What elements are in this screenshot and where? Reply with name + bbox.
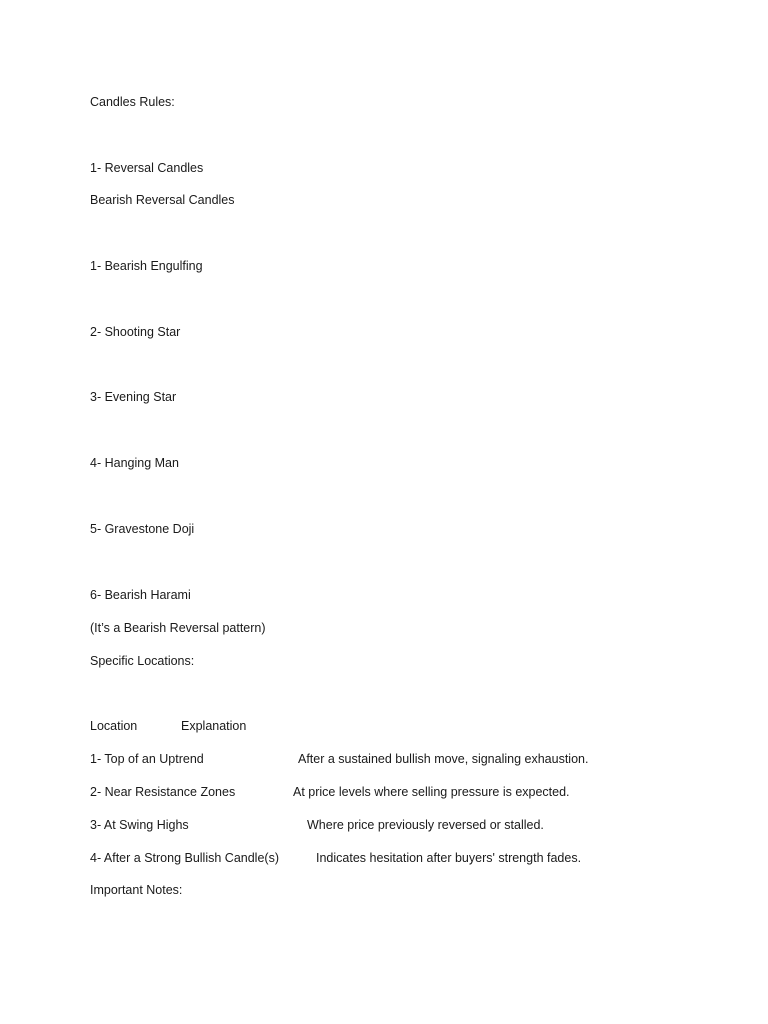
location-cell: 2- Near Resistance Zones	[90, 785, 236, 799]
location-cell: 3- At Swing Highs	[90, 818, 189, 832]
explanation-cell: At price levels where selling pressure is expected.	[293, 785, 570, 799]
pattern-item: 2- Shooting Star	[90, 325, 181, 339]
section-heading: 1- Reversal Candles	[90, 161, 204, 175]
pattern-item: 3- Evening Star	[90, 390, 177, 404]
pattern-item: 5- Gravestone Doji	[90, 522, 195, 536]
explanation-cell: After a sustained bullish move, signaling exhaustion.	[298, 752, 589, 766]
table-header-location: Location	[90, 719, 138, 733]
subsection-heading: Bearish Reversal Candles	[90, 193, 235, 207]
explanation-cell: Indicates hesitation after buyers' strength fades.	[316, 851, 582, 865]
table-header-explanation: Explanation	[181, 719, 247, 733]
location-cell: 4- After a Strong Bullish Candle(s)	[90, 851, 279, 865]
locations-heading: Specific Locations:	[90, 654, 195, 668]
notes-heading: Important Notes:	[90, 883, 183, 897]
document-title: Candles Rules:	[90, 95, 175, 109]
location-cell: 1- Top of an Uptrend	[90, 752, 204, 766]
pattern-item: 1- Bearish Engulfing	[90, 259, 203, 273]
pattern-item: 6- Bearish Harami	[90, 588, 191, 602]
pattern-item: 4- Hanging Man	[90, 456, 179, 470]
pattern-note: (It’s a Bearish Reversal pattern)	[90, 621, 266, 635]
explanation-cell: Where price previously reversed or stalled.	[307, 818, 544, 832]
